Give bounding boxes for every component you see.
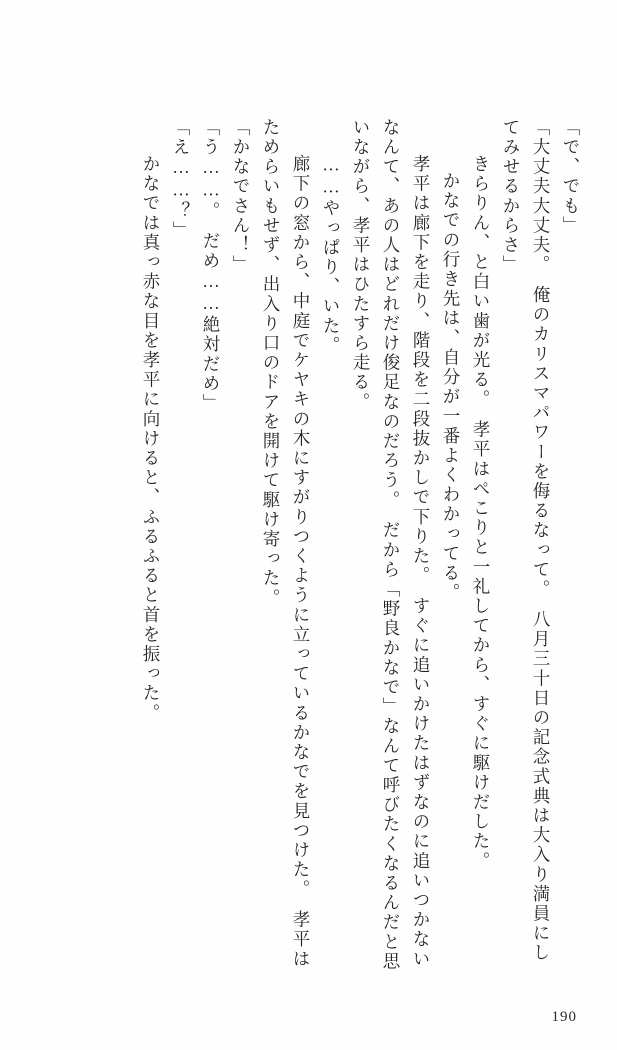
text-line: 「え……？」: [171, 118, 191, 241]
text-line: いながら、孝平はひたすら走る。: [351, 118, 371, 412]
text-line: 「う……。 だめ……絶対だめ」: [201, 118, 221, 414]
text-line: 廊下の窓から、中庭でケヤキの木にすがりつくように立っているかなでを見つけた。 孝平は: [291, 135, 311, 970]
text-line: なんて、あの人はどれだけ俊足なのだろう。 だから「野良かなで」なんて呼びたくなるんだと思: [381, 118, 401, 972]
vertical-text-body: [52, 118, 581, 972]
text-line: ……やっぱり、いた。: [321, 135, 341, 356]
text-line: 「かなでさん！」: [231, 118, 251, 275]
page-number: 190: [551, 1009, 577, 1025]
text-line: かなでの行き先は、自分が一番よくわかってる。: [441, 152, 461, 603]
text-line: きらりん、と白い歯が光る。 孝平はぺこりと一礼してから、すぐに駆けだした。: [471, 135, 491, 872]
text-line: ためらいもせず、出入り口のドアを開けて駆け寄った。: [261, 118, 281, 608]
text-line: かなでは真っ赤な目を孝平に向けると、ふるふると首を振った。: [141, 135, 161, 723]
text-line: 「大丈夫大丈夫。 俺のカリスマパワーを侮るなって。 八月三十日の記念式典は大入り満員にし: [531, 118, 551, 963]
text-line: 「で、でも」: [561, 118, 581, 236]
text-line: 孝平は廊下を走り、階段を二段抜かしで下りた。 すぐに追いかけたはずなのに追いつかない: [411, 135, 431, 970]
text-line: てみせるからさ」: [501, 118, 521, 275]
